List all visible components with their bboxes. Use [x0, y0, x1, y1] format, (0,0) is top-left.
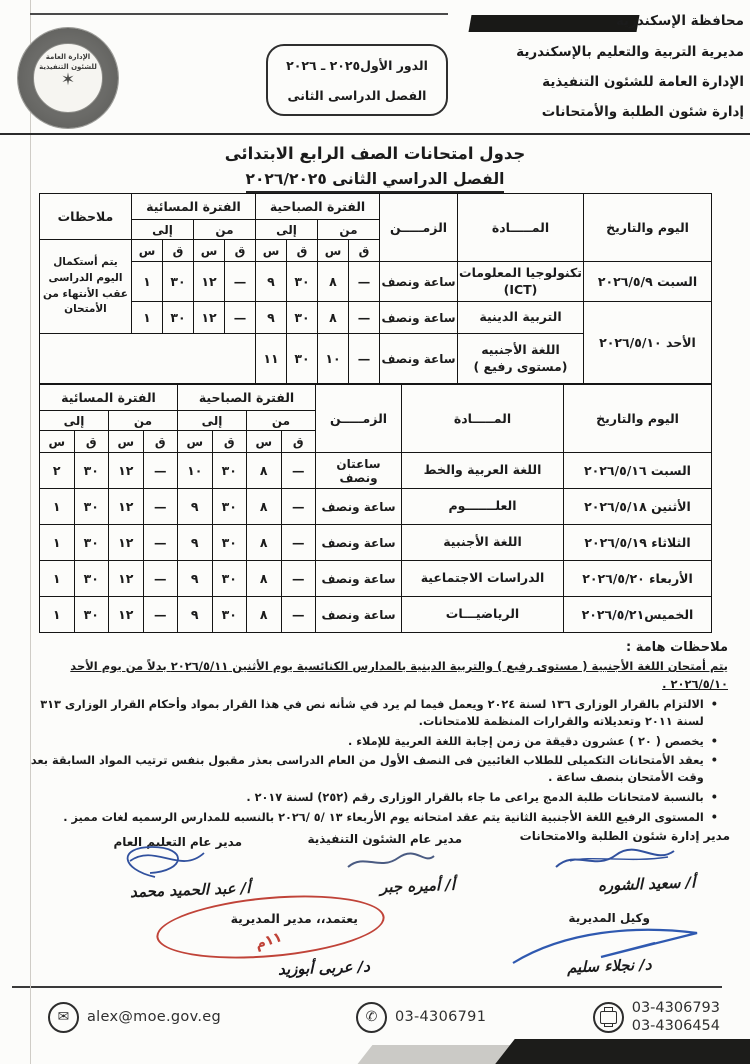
col-morning-from: من — [247, 411, 316, 431]
header-rule-top — [30, 13, 448, 15]
col-minutes: ق — [287, 240, 318, 262]
exam-day: الأثنين ٢٠٢٦/٥/١٨ — [564, 489, 712, 525]
time-cell: ١٢ — [194, 262, 225, 302]
round-session-box — [266, 44, 448, 116]
col-hours: س — [256, 240, 287, 262]
time-cell: ٢ — [39, 453, 74, 489]
time-cell: ٣٠ — [74, 597, 109, 633]
seal-star-icon: ✶ — [60, 69, 76, 90]
notes-list — [24, 697, 718, 828]
time-cell: — — [281, 453, 316, 489]
time-cell: — — [225, 262, 256, 302]
round-box-line2: الفصل الدراسى الثانى — [287, 88, 427, 103]
time-cell: ٩ — [256, 302, 287, 334]
exam-subject: اللغة الأجنبية — [402, 525, 564, 561]
exam-duration: ساعة ونصف — [316, 561, 402, 597]
col-minutes: ق — [212, 431, 247, 453]
exam-duration: ساعة ونصف — [380, 334, 458, 384]
seal-text-line1: الإدارة العامة — [45, 53, 91, 61]
exam-subject: العلـــــــوم — [402, 489, 564, 525]
bullet-icon: • — [710, 734, 718, 748]
col-morning-to: إلى — [178, 411, 247, 431]
col-subject: المـــــادة — [458, 194, 584, 262]
table-row — [39, 525, 711, 561]
general-admin-line: الإدارة العامة للشئون التنفيذية — [542, 74, 744, 90]
title-line2: الفصل الدراسي الثانى ٢٠٢٦/٢٠٢٥ — [246, 170, 505, 193]
directorate-line: مديرية التربية والتعليم بالإسكندرية — [516, 44, 744, 60]
executive-director-name: أ/ أميره جبر — [379, 875, 456, 897]
table-row — [39, 489, 711, 525]
time-cell: ٣٠ — [74, 561, 109, 597]
col-minutes: ق — [225, 240, 256, 262]
col-duration: الزمـــــن — [316, 385, 402, 453]
time-cell: — — [349, 334, 380, 384]
signature-scribble — [550, 845, 680, 875]
exam-subject — [458, 262, 584, 302]
time-cell: ١ — [131, 302, 162, 334]
exam-table-second-week — [39, 384, 712, 633]
time-cell: ٣٠ — [212, 525, 247, 561]
col-evening-to: إلى — [131, 220, 193, 240]
subject-line2: (ICT) — [503, 281, 538, 297]
exam-day: السبت ٢٠٢٦/٥/١٦ — [564, 453, 712, 489]
note-text: الالتزام بالقرار الوزارى ١٣٦ لسنة ٢٠٢٤ ويعمل فيما لم يرد في شأنه نص في هذا القرار بمواد وأحكام القرار الوزارى ٣١٣ لسنة ٢٠١١ وتعديلاته والقرارات المنظمة للامتحانات. — [40, 697, 704, 728]
exams-director-title: مدير إدارة شئون الطلبة والامتحانات — [519, 829, 730, 844]
col-day-date: اليوم والتاريخ — [584, 194, 712, 262]
col-subject: المـــــادة — [402, 385, 564, 453]
page-header — [0, 0, 750, 135]
decorative-bar-black — [495, 1039, 750, 1064]
title-line1: جدول امتحانات الصف الرابع الابتدائى — [224, 144, 526, 163]
col-day-date: اليوم والتاريخ — [564, 385, 712, 453]
time-cell: ١ — [39, 597, 74, 633]
approval-stamp — [154, 887, 387, 967]
col-minutes: ق — [74, 431, 109, 453]
col-minutes: ق — [143, 431, 178, 453]
time-cell: — — [143, 525, 178, 561]
col-morning-period: الفترة الصباحية — [256, 194, 380, 220]
time-cell: ٣٠ — [74, 489, 109, 525]
col-duration: الزمـــــن — [380, 194, 458, 262]
time-cell: ٨ — [247, 453, 282, 489]
time-cell: ٣٠ — [212, 453, 247, 489]
table-row — [39, 597, 711, 633]
subject-line2: (مستوى رفيع ) — [473, 358, 568, 374]
redaction-strip — [469, 15, 640, 32]
time-cell: ٣٠ — [287, 262, 318, 302]
exam-duration: ساعة ونصف — [380, 262, 458, 302]
col-minutes: ق — [349, 240, 380, 262]
note-text: المستوى الرفيع اللغة الأجنبية الثانية يتم عقد امتحانه يوم الأربعاء ١٣ /٥ /٢٠٢٦ بالنسبه للمدارس الرسميه لغات مميز . — [63, 811, 704, 825]
col-evening-from: من — [194, 220, 256, 240]
table-row — [39, 262, 711, 302]
exam-day: السبت ٢٠٢٦/٥/٩ — [584, 262, 712, 302]
document-title — [0, 135, 750, 193]
time-cell: ٨ — [318, 262, 349, 302]
time-cell: ٣٠ — [163, 262, 194, 302]
time-cell: ١ — [39, 489, 74, 525]
time-cell: ١٢ — [109, 561, 144, 597]
time-cell: — — [225, 302, 256, 334]
col-hours: س — [178, 431, 213, 453]
time-cell: ١٢ — [194, 302, 225, 334]
note-item — [24, 753, 718, 787]
col-evening-period: الفترة المسائية — [131, 194, 255, 220]
time-cell: ١ — [131, 262, 162, 302]
col-minutes: ق — [163, 240, 194, 262]
directorate-seal — [18, 28, 118, 128]
exam-day: الخميس٢٠٢٦/٥/٢١ — [564, 597, 712, 633]
exam-duration: ساعة ونصف — [316, 525, 402, 561]
time-cell: — — [349, 262, 380, 302]
empty-cell — [39, 334, 255, 384]
table-row — [39, 561, 711, 597]
time-cell: — — [281, 561, 316, 597]
signature-scribble — [100, 841, 210, 881]
fax-contact — [593, 999, 720, 1035]
subject-line1: تكنولوجيا المعلومات — [459, 264, 582, 280]
time-cell: ١٢ — [109, 525, 144, 561]
col-hours: س — [194, 240, 225, 262]
exam-duration: ساعتان ونصف — [316, 453, 402, 489]
time-cell: ١١ — [256, 334, 287, 384]
fax-icon — [593, 1002, 624, 1033]
governorate-line: محافظة الإسكندرية — [615, 13, 744, 29]
time-cell: ٣٠ — [287, 302, 318, 334]
bullet-icon: • — [710, 811, 718, 825]
phone-contact — [356, 1002, 486, 1033]
exam-duration: ساعة ونصف — [316, 489, 402, 525]
time-cell: ٨ — [247, 561, 282, 597]
time-cell: ٣٠ — [212, 489, 247, 525]
table1-side-note: يتم أستكمال اليوم الدراسى عقب الأنتهاء من الأمتحان — [39, 240, 131, 334]
subject-line1: اللغة الأجنبيه — [481, 341, 560, 357]
students-admin-line: إدارة شئون الطلبة والأمتحانات — [541, 104, 744, 120]
time-cell: — — [143, 489, 178, 525]
bullet-icon: • — [710, 754, 718, 768]
note-item — [24, 697, 718, 731]
time-cell: ٨ — [318, 302, 349, 334]
col-hours: س — [318, 240, 349, 262]
exam-day: الأحد ٢٠٢٦/٥/١٠ — [584, 302, 712, 384]
exam-subject — [458, 334, 584, 384]
executive-director-title: مدير عام الشئون التنفيذية — [307, 832, 462, 847]
email-icon: ✉ — [48, 1002, 79, 1033]
time-cell: ٨ — [247, 525, 282, 561]
col-evening-from: من — [109, 411, 178, 431]
exam-subject: التربية الدينية — [458, 302, 584, 334]
col-morning-from: من — [318, 220, 380, 240]
time-cell: ٣٠ — [163, 302, 194, 334]
fax-number-1: 03-4306793 — [631, 1000, 720, 1017]
time-cell: ٣٠ — [74, 525, 109, 561]
time-cell: ٩ — [178, 525, 213, 561]
deputy-name: د/ نجلاء سليم — [567, 955, 653, 977]
note-item — [24, 790, 718, 807]
email-contact — [48, 1002, 221, 1033]
note-church-schools: يتم أمتحان اللغة الأجنبية ( مستوى رفيع ) والتربية الدينية بالمدارس الكنائسية يوم الأثنين ٢٠٢٦/٥/١١ بدلاً من يوم الأحد ٢٠٢٦/٥/١٠ . — [70, 659, 728, 691]
exam-subject: الرياضيـــات — [402, 597, 564, 633]
time-cell: — — [281, 489, 316, 525]
phone-number: 03-4306791 — [394, 1009, 487, 1026]
education-director-title: مدير عام التعليم العام — [113, 835, 242, 850]
time-cell: ٩ — [178, 561, 213, 597]
time-cell: — — [281, 597, 316, 633]
note-text: يخصص ( ٢٠ ) عشرون دقيقة من زمن إجابة اللغة العربية للإملاء . — [348, 734, 704, 748]
col-evening-period: الفترة المسائية — [39, 385, 177, 411]
col-evening-to: إلى — [39, 411, 108, 431]
time-cell: ٣٠ — [287, 334, 318, 384]
time-cell: — — [349, 302, 380, 334]
time-cell: ٩ — [178, 597, 213, 633]
time-cell: ٣٠ — [212, 597, 247, 633]
general-notes — [18, 640, 728, 827]
notes-heading: ملاحظات هامة : — [626, 640, 728, 655]
exam-duration: ساعة ونصف — [316, 597, 402, 633]
time-cell: — — [143, 453, 178, 489]
col-hours: س — [247, 431, 282, 453]
col-morning-period: الفترة الصباحية — [178, 385, 316, 411]
exam-table-first-week — [39, 193, 712, 384]
exam-duration: ساعة ونصف — [380, 302, 458, 334]
exam-subject: الدراسات الاجتماعية — [402, 561, 564, 597]
signature-scribble — [340, 849, 440, 875]
time-cell: ١٠ — [178, 453, 213, 489]
seal-inner — [33, 43, 103, 113]
time-cell: — — [143, 597, 178, 633]
time-cell: ١ — [39, 525, 74, 561]
phone-icon: ✆ — [356, 1002, 387, 1033]
time-cell: ٩ — [178, 489, 213, 525]
col-hours: س — [131, 240, 162, 262]
col-notes: ملاحظات — [39, 194, 131, 240]
table-row — [39, 302, 711, 334]
exam-day: الثلاثاء ٢٠٢٦/٥/١٩ — [564, 525, 712, 561]
time-cell: ٨ — [247, 597, 282, 633]
director-general-name: د/ عربى أبوزيد — [277, 957, 371, 979]
note-text: بالنسبة لامتحانات طلبة الدمج يراعى ما جاء بالقرار الوزارى رقم (٢٥٢) لسنة ٢٠١٧ . — [246, 791, 704, 805]
approval-mark: ١١م — [252, 929, 284, 954]
table-row — [39, 453, 711, 489]
col-morning-to: إلى — [256, 220, 318, 240]
time-cell: ١٠ — [318, 334, 349, 384]
time-cell: ٣٠ — [212, 561, 247, 597]
contact-footer — [0, 988, 750, 1035]
bullet-icon: • — [710, 791, 718, 805]
time-cell: ١٢ — [109, 489, 144, 525]
col-hours: س — [39, 431, 74, 453]
exam-day: الأربعاء ٢٠٢٦/٥/٢٠ — [564, 561, 712, 597]
seal-text-line2: للشئون التنفيذية — [39, 62, 97, 71]
exams-director-name: أ/ سعيد الشوره — [597, 873, 696, 895]
col-hours: س — [109, 431, 144, 453]
round-box-line1: الدور الأول٢٠٢٥ ـ ٢٠٢٦ — [286, 58, 428, 73]
time-cell: ٨ — [247, 489, 282, 525]
col-minutes: ق — [281, 431, 316, 453]
time-cell: ١٢ — [109, 453, 144, 489]
time-cell: ١ — [39, 561, 74, 597]
note-text: يعقد الأمتحانات التكميلى للطلاب الغائبين فى النصف الأول من العام الدراسى بعذر مقبول بنفس ترتيب المواد السابقة بعد وقت الأمتحان بنصف ساعة . — [30, 754, 704, 785]
email-address: alex@moe.gov.eg — [87, 1009, 221, 1026]
time-cell: ١٢ — [109, 597, 144, 633]
time-cell: ٣٠ — [74, 453, 109, 489]
exam-subject: اللغة العربية والخط — [402, 453, 564, 489]
deputy-title: وكيل المديرية — [568, 911, 650, 926]
signatures-block — [0, 827, 750, 984]
time-cell: ٩ — [256, 262, 287, 302]
note-item — [24, 734, 718, 751]
note-item — [24, 810, 718, 827]
education-director-name: أ/ عبد الحميد محمد — [129, 879, 251, 902]
time-cell: — — [143, 561, 178, 597]
time-cell: — — [281, 525, 316, 561]
approval-label: يعتمد،، مدير المديرية — [230, 911, 358, 927]
bullet-icon: • — [710, 697, 718, 711]
fax-number-2: 03-4306454 — [631, 1018, 720, 1035]
